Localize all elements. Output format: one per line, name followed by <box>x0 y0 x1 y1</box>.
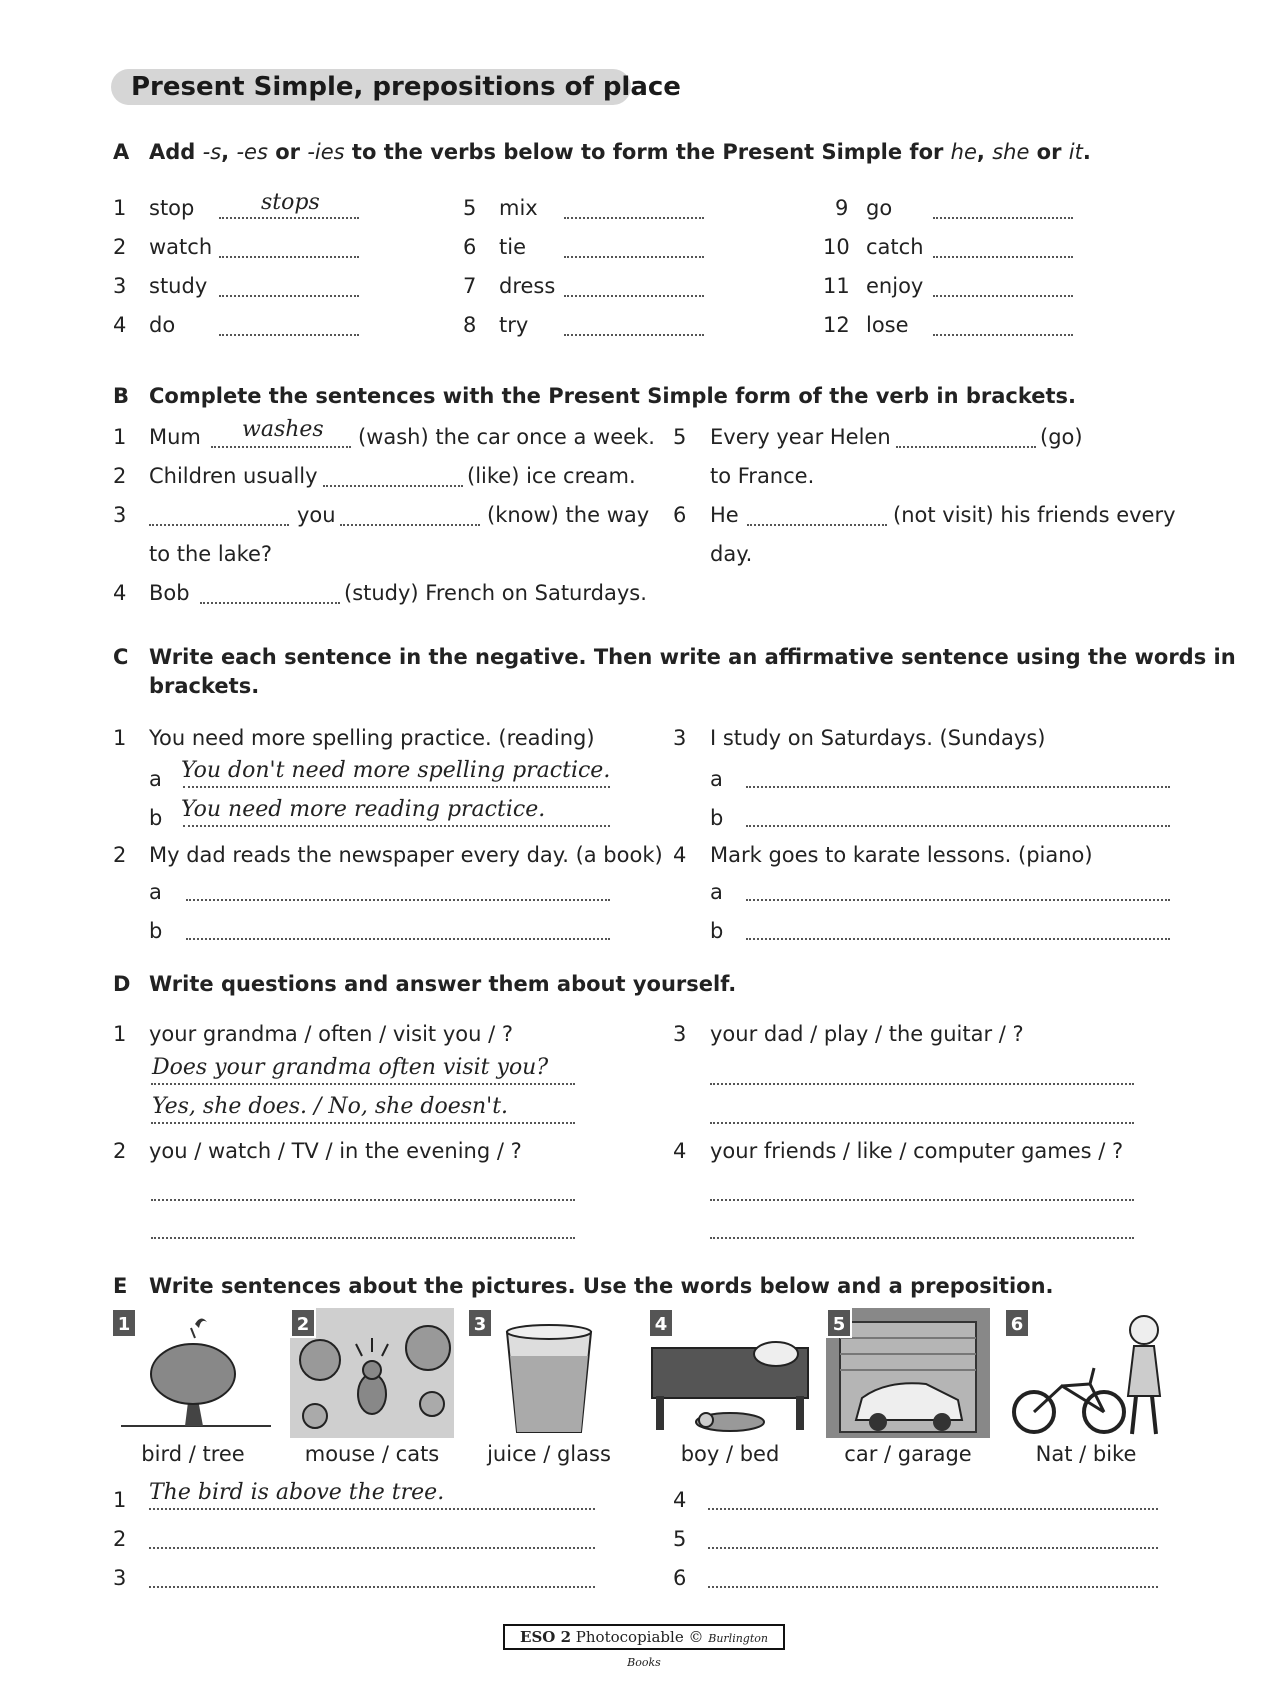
verb-word: go <box>866 196 893 220</box>
section-b-letter: B <box>113 384 130 408</box>
picture-mouse-cats <box>290 1308 454 1438</box>
item-number: 11 <box>823 274 850 298</box>
item-number: 4 <box>673 1139 687 1163</box>
section-d-instruction: Write questions and answer them about yourself. <box>149 972 737 996</box>
handwritten-answer: Yes, she does. / No, she doesn't. <box>152 1094 509 1119</box>
section-a-letter: A <box>113 140 130 164</box>
answer-line[interactable] <box>151 1199 575 1201</box>
item-number: 9 <box>835 196 849 220</box>
answer-line[interactable] <box>746 938 1170 940</box>
answer-line[interactable] <box>219 334 359 336</box>
answer-line[interactable] <box>219 217 359 219</box>
answer-line[interactable] <box>200 602 340 604</box>
item-number: 4 <box>113 581 127 605</box>
sentence-text: to the lake? <box>149 542 273 566</box>
answer-line[interactable] <box>323 485 463 487</box>
sentence-text: (wash) the car once a week. <box>358 425 655 449</box>
answer-line[interactable] <box>151 1237 575 1239</box>
item-number: 2 <box>113 1139 127 1163</box>
picture-car-garage <box>826 1308 990 1438</box>
answer-line[interactable] <box>211 446 351 448</box>
answer-line[interactable] <box>710 1199 1134 1201</box>
answer-line[interactable] <box>746 786 1170 788</box>
answer-line[interactable] <box>149 1586 595 1588</box>
item-number: 3 <box>113 503 127 527</box>
section-c-instruction: Write each sentence in the negative. Then write an affirmative sentence using the words in <box>149 645 1236 669</box>
answer-line[interactable] <box>933 334 1073 336</box>
section-e-letter: E <box>113 1274 128 1298</box>
item-number: 6 <box>673 503 687 527</box>
prompt-sentence: I study on Saturdays. (Sundays) <box>710 726 1046 750</box>
sentence-text: you <box>297 503 336 527</box>
answer-line[interactable] <box>747 524 887 526</box>
answer-line[interactable] <box>186 938 610 940</box>
answer-line[interactable] <box>219 256 359 258</box>
answer-line[interactable] <box>896 446 1036 448</box>
picture-number: 4 <box>648 1308 674 1338</box>
answer-line[interactable] <box>933 217 1073 219</box>
picture-number: 1 <box>111 1308 137 1338</box>
sentence-text: Every year Helen <box>710 425 891 449</box>
verb-word: lose <box>866 313 909 337</box>
answer-line[interactable] <box>149 1547 595 1549</box>
item-number: 2 <box>113 843 127 867</box>
item-number: 6 <box>673 1566 687 1590</box>
verb-word: mix <box>499 196 538 220</box>
prompt-sentence: you / watch / TV / in the evening / ? <box>149 1139 522 1163</box>
handwritten-answer: stops <box>261 190 320 215</box>
picture-caption: Nat / bike <box>1035 1442 1137 1466</box>
label-a: a <box>710 880 723 904</box>
section-c-instruction-cont: brackets. <box>149 674 260 698</box>
answer-line[interactable] <box>710 1122 1134 1124</box>
item-number: 4 <box>113 313 127 337</box>
label-b: b <box>710 919 724 943</box>
answer-line[interactable] <box>708 1547 1158 1549</box>
prompt-sentence: Mark goes to karate lessons. (piano) <box>710 843 1093 867</box>
item-number: 1 <box>113 196 127 220</box>
section-b-instruction: Complete the sentences with the Present Simple form of the verb in brackets. <box>149 384 1077 408</box>
item-number: 4 <box>673 1488 687 1512</box>
label-b: b <box>149 806 163 830</box>
sentence-text: Bob <box>149 581 190 605</box>
verb-word: catch <box>866 235 924 259</box>
answer-line[interactable] <box>564 295 704 297</box>
verb-word: tie <box>499 235 526 259</box>
answer-line[interactable] <box>746 825 1170 827</box>
sentence-text: day. <box>710 542 753 566</box>
answer-line[interactable] <box>186 899 610 901</box>
item-number: 3 <box>673 1022 687 1046</box>
item-number: 1 <box>113 1022 127 1046</box>
page-title: Present Simple, prepositions of place <box>131 72 681 102</box>
prompt-sentence: You need more spelling practice. (reading) <box>149 726 595 750</box>
item-number: 5 <box>463 196 477 220</box>
sentence-text: (know) the way <box>487 503 650 527</box>
copyright-footer: ESO 2 Photocopiable © Burlington Books <box>503 1624 785 1650</box>
sentence-text: Mum <box>149 425 201 449</box>
item-number: 8 <box>463 313 477 337</box>
answer-line[interactable] <box>183 786 610 788</box>
picture-number: 3 <box>467 1308 493 1338</box>
item-number: 2 <box>113 235 127 259</box>
sentence-text: (like) ice cream. <box>467 464 636 488</box>
verb-word: enjoy <box>866 274 924 298</box>
verb-word: try <box>499 313 529 337</box>
picture-number: 5 <box>826 1308 852 1338</box>
verb-word: stop <box>149 196 195 220</box>
picture-bird-tree <box>111 1308 275 1438</box>
sentence-text: to France. <box>710 464 815 488</box>
answer-line[interactable] <box>746 899 1170 901</box>
item-number: 5 <box>673 1527 687 1551</box>
label-b: b <box>710 806 724 830</box>
answer-line[interactable] <box>151 1083 575 1085</box>
sentence-text: Children usually <box>149 464 318 488</box>
answer-line[interactable] <box>151 1122 575 1124</box>
answer-line[interactable] <box>219 295 359 297</box>
answer-line[interactable] <box>933 295 1073 297</box>
verb-word: dress <box>499 274 556 298</box>
label-a: a <box>710 767 723 791</box>
section-d-letter: D <box>113 972 131 996</box>
answer-line[interactable] <box>564 217 704 219</box>
label-b: b <box>149 919 163 943</box>
item-number: 2 <box>113 1527 127 1551</box>
verb-word: do <box>149 313 176 337</box>
section-c-letter: C <box>113 645 129 669</box>
answer-line[interactable] <box>149 524 289 526</box>
picture-number: 2 <box>290 1308 316 1338</box>
item-number: 1 <box>113 726 127 750</box>
sentence-text: He <box>710 503 739 527</box>
section-e-instruction: Write sentences about the pictures. Use the words below and a preposition. <box>149 1274 1054 1298</box>
answer-line[interactable] <box>183 825 610 827</box>
item-number: 3 <box>673 726 687 750</box>
prompt-sentence: your dad / play / the guitar / ? <box>710 1022 1024 1046</box>
answer-line[interactable] <box>708 1586 1158 1588</box>
picture-caption: juice / glass <box>487 1442 611 1466</box>
handwritten-answer: washes <box>242 417 324 442</box>
answer-line[interactable] <box>708 1508 1158 1510</box>
picture-caption: mouse / cats <box>304 1442 440 1466</box>
answer-line[interactable] <box>149 1508 595 1510</box>
prompt-sentence: your friends / like / computer games / ? <box>710 1139 1124 1163</box>
item-number: 2 <box>113 464 127 488</box>
picture-juice-glass <box>467 1308 631 1438</box>
picture-caption: bird / tree <box>141 1442 245 1466</box>
verb-word: study <box>149 274 208 298</box>
label-a: a <box>149 767 162 791</box>
item-number: 5 <box>673 425 687 449</box>
handwritten-answer: You need more reading practice. <box>181 797 546 822</box>
answer-line[interactable] <box>564 256 704 258</box>
sentence-text: (not visit) his friends every <box>893 503 1176 527</box>
answer-line[interactable] <box>710 1237 1134 1239</box>
sentence-text: (study) French on Saturdays. <box>344 581 647 605</box>
picture-caption: boy / bed <box>680 1442 780 1466</box>
handwritten-answer: The bird is above the tree. <box>149 1480 445 1505</box>
item-number: 10 <box>823 235 850 259</box>
prompt-sentence: your grandma / often / visit you / ? <box>149 1022 513 1046</box>
item-number: 12 <box>823 313 850 337</box>
section-a-instruction: Add -s, -es or -ies to the verbs below to form the Present Simple for he, she or it. <box>149 140 1091 164</box>
picture-boy-bed <box>648 1308 812 1438</box>
item-number: 3 <box>113 274 127 298</box>
item-number: 1 <box>113 1488 127 1512</box>
answer-line[interactable] <box>710 1083 1134 1085</box>
handwritten-answer: Does your grandma often visit you? <box>152 1055 549 1080</box>
verb-word: watch <box>149 235 213 259</box>
prompt-sentence: My dad reads the newspaper every day. (a book) <box>149 843 663 867</box>
item-number: 1 <box>113 425 127 449</box>
label-a: a <box>149 880 162 904</box>
item-number: 3 <box>113 1566 127 1590</box>
answer-line[interactable] <box>564 334 704 336</box>
item-number: 6 <box>463 235 477 259</box>
picture-number: 6 <box>1004 1308 1030 1338</box>
sentence-text: (go) <box>1040 425 1083 449</box>
picture-nat-bike <box>1004 1308 1168 1438</box>
answer-line[interactable] <box>340 524 480 526</box>
answer-line[interactable] <box>933 256 1073 258</box>
item-number: 7 <box>463 274 477 298</box>
item-number: 4 <box>673 843 687 867</box>
picture-caption: car / garage <box>844 1442 972 1466</box>
handwritten-answer: You don't need more spelling practice. <box>181 758 611 783</box>
